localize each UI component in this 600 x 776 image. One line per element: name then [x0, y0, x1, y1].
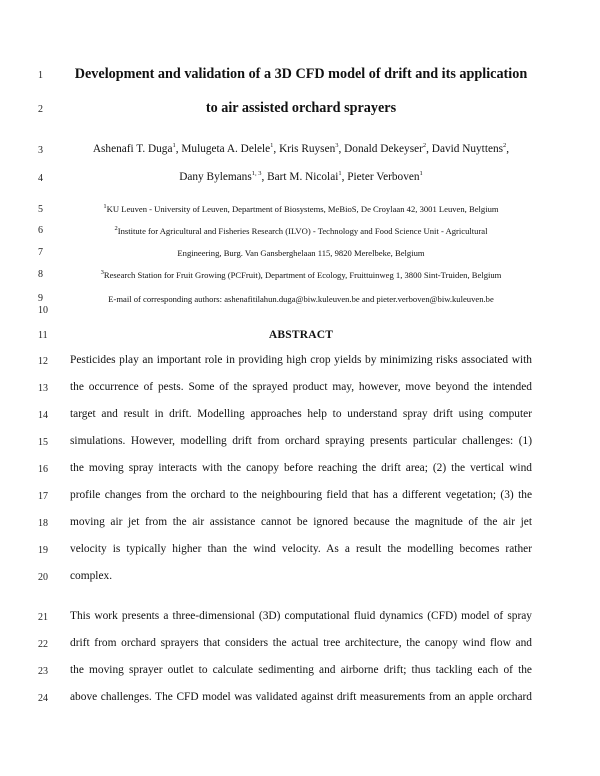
- line-number: 8: [38, 269, 43, 280]
- author-name: Kris Ruysen: [279, 143, 336, 155]
- affiliation-text: KU Leuven - University of Leuven, Department of Biosystems, MeBioS, De Croylaan 42, 3001 Leuven, Belgium: [106, 204, 499, 214]
- author-list-line-2: Dany Bylemans$^{1, 3}$, Bart M. Nicolai$^1$, Pieter Verboven$^1$: [179, 170, 423, 183]
- author-name: Pieter Verboven: [347, 171, 420, 183]
- line-number: 23: [38, 666, 48, 677]
- abstract-line: the moving sprayer outlet to calculate sedimenting and airborne drift; thus tackling each of the: [70, 664, 532, 676]
- abstract-line: moving air jet from the air assistance cannot be ignored because the magnitude of the air jet: [70, 516, 532, 528]
- line-number: 17: [38, 491, 48, 502]
- author-affiliation-mark: 3: [335, 142, 339, 149]
- abstract-line: complex.: [70, 570, 113, 582]
- author-affiliation-mark: 2: [422, 142, 427, 149]
- line-number: 21: [38, 612, 48, 623]
- line-number: 5: [38, 204, 43, 215]
- affiliation-2-continued: Engineering, Burg. Van Gansberghelaan 115, 9820 Merelbeke, Belgium: [177, 248, 425, 258]
- line-number: 16: [38, 464, 48, 475]
- author-name: David Nuyttens: [431, 143, 504, 155]
- abstract-line: the moving spray interacts with the canopy before reaching the drift area; (2) the vertical wind: [70, 462, 532, 474]
- line-number: 11: [38, 330, 48, 341]
- abstract-line: This work presents a three-dimensional (3D) computational fluid dynamics (CFD) model of spray: [70, 610, 532, 622]
- paper-title-line-2: to air assisted orchard sprayers: [205, 100, 397, 116]
- author-affiliation-mark: 1: [338, 170, 342, 177]
- line-number: 18: [38, 518, 48, 529]
- line-number: 4: [38, 173, 43, 184]
- author-name: Dany Bylemans: [179, 171, 252, 183]
- affiliation-1: [70, 204, 532, 214]
- line-number: 10: [38, 305, 48, 316]
- abstract-line: velocity is typically higher than the wind velocity. As a result the modelling becomes rather: [70, 543, 532, 555]
- line-number: 19: [38, 545, 48, 556]
- abstract-line: target and result in drift. Modelling approaches help to understand spray drift using computer: [70, 408, 532, 420]
- line-number: 6: [38, 225, 43, 236]
- paper-title-line-1: Development and validation of a 3D CFD model of drift and its application: [74, 66, 528, 82]
- line-number: 15: [38, 437, 48, 448]
- line-number: 14: [38, 410, 48, 421]
- line-number: 9: [38, 293, 43, 304]
- line-number: 22: [38, 639, 48, 650]
- author-name: Donald Dekeyser: [344, 143, 423, 155]
- author-name: Bart M. Nicolai: [267, 171, 339, 183]
- abstract-line: simulations. However, modelling drift from orchard spraying presents particular challenges: (1): [70, 435, 532, 447]
- author-list-line-1: Ashenafi T. Duga$^1$, Mulugeta A. Delele$^1$, Kris Ruysen$^3$, Donald Dekeyser$^2$, David Nuyttens$^2$,: [92, 142, 510, 155]
- author-affiliation-mark: 1: [172, 142, 176, 149]
- affiliation-text: Research Station for Fruit Growing (PCFruit), Department of Ecology, Fruittuinweg 1, 3800 Sint-Truiden, Belgium: [103, 270, 502, 280]
- affiliation-3: [70, 270, 532, 280]
- author-affiliation-mark: 1: [419, 170, 423, 177]
- line-number: 7: [38, 247, 43, 258]
- abstract-line: the occurrence of pests. Some of the sprayed product may, however, move beyond the intended: [70, 381, 532, 393]
- abstract-heading: ABSTRACT: [268, 329, 334, 341]
- abstract-line: above challenges. The CFD model was validated against drift measurements from an apple orchard: [70, 691, 532, 703]
- author-affiliation-mark: 1: [270, 142, 274, 149]
- line-number: 3: [38, 145, 43, 156]
- affiliation-mark: 3: [100, 269, 104, 276]
- author-name: Mulugeta A. Delele: [181, 143, 271, 155]
- line-number: 24: [38, 693, 48, 704]
- affiliation-mark: 1: [103, 203, 107, 210]
- line-number: 13: [38, 383, 48, 394]
- affiliation-2: [70, 226, 532, 236]
- affiliation-text: Institute for Agricultural and Fisheries Research (ILVO) - Technology and Food Science Unit - Agricultural: [117, 226, 488, 236]
- author-affiliation-mark: 1, 3: [251, 170, 262, 177]
- corresponding-email: E-mail of corresponding authors: ashenafitilahun.duga@biw.kuleuven.be and pieter.verboven@biw.kuleuven.be: [108, 294, 494, 304]
- line-number: 20: [38, 572, 48, 583]
- abstract-line: drift from orchard sprayers that considers the actual tree architecture, the canopy wind flow and: [70, 637, 532, 649]
- affiliation-mark: 2: [114, 225, 118, 232]
- author-affiliation-mark: 2: [503, 142, 507, 149]
- abstract-line: profile changes from the orchard to the neighbouring field that has a different vegetation; (3) the: [70, 489, 532, 501]
- abstract-line: Pesticides play an important role in providing high crop yields by minimizing risks associated with: [70, 354, 532, 366]
- line-number: 12: [38, 356, 48, 367]
- author-name: Ashenafi T. Duga: [92, 143, 173, 155]
- line-number: 1: [38, 70, 43, 81]
- line-number: 2: [38, 104, 43, 115]
